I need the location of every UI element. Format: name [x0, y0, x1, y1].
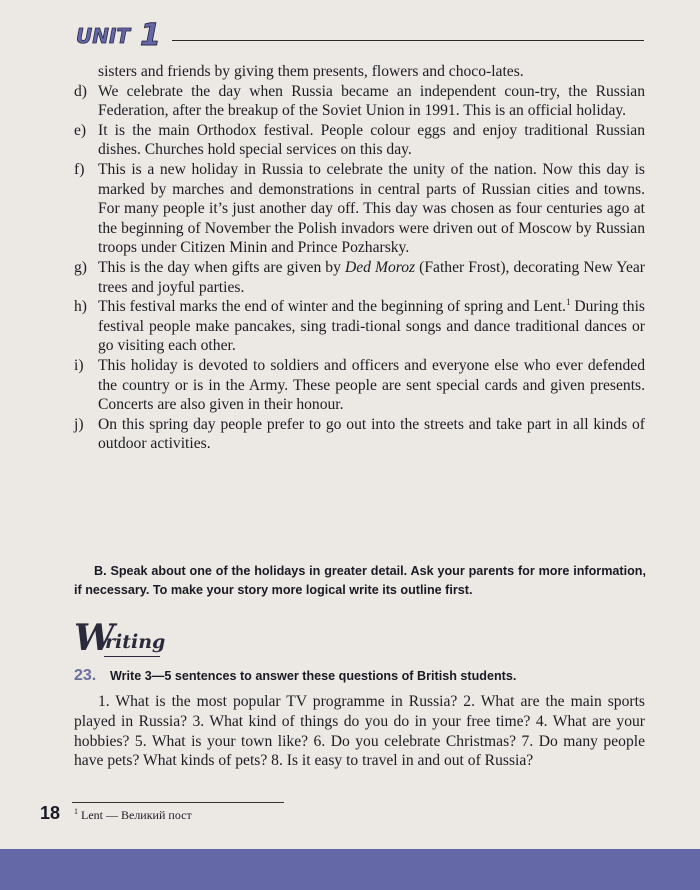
continued-text — [74, 62, 645, 82]
footnote — [74, 808, 192, 823]
writing-underline — [104, 656, 160, 657]
list-item-j — [74, 415, 645, 454]
exercise-questions: 1. What is the most popular TV programme in Russia? 2. What are the main sports played in Russia? 3. What kind of things do you do in your free time? 4. What are your hobbies? 5. What is your town like? 6. Do you celebrate Christmas? 7. Do many people have pets? What kinds of pets? 8. Is it easy to travel in and out of Russia? — [74, 693, 645, 770]
writing-heading — [74, 618, 174, 662]
item-label: d) — [74, 82, 87, 100]
item-label: i) — [74, 356, 84, 374]
item-text: This holiday is devoted to soldiers and officers and everyone else who ever defended the country or is in the Army. These people are sent special cards and given presents. Concerts are also given in their honour. — [98, 356, 645, 414]
bottom-color-band — [0, 849, 700, 890]
exercise-number: 23. — [74, 667, 97, 684]
item-label: g) — [74, 258, 87, 276]
list-item-i — [74, 356, 645, 415]
item-label: e) — [74, 121, 87, 139]
item-text — [98, 297, 645, 356]
footnote-rule — [72, 802, 284, 803]
unit-number: 1 — [140, 18, 161, 50]
item-label: h) — [74, 298, 87, 316]
exercise-instruction: Write 3—5 sentences to answer these questions of British students. — [110, 669, 517, 683]
item-text: We celebrate the day when Russia became an independent coun-try, the Russian Federation, after the breakup of the Soviet Union in 1991. This is an official holiday. — [98, 82, 645, 120]
item-text: This is a new holiday in Russia to celebrate the unity of the nation. Now this day is marked by marches and demonstrations in central parts of Russian cities and towns. For many people it’s just another day off. This day was chosen as four centuries ago at the beginning of November the Polish invadors were driven out of Moscow by Russian troops under Citizen Minin and Prince Pozharsky. — [98, 160, 645, 257]
item-label: j) — [74, 415, 84, 433]
list-item-h — [74, 297, 645, 356]
item-text-before: This is the day when gifts are given by — [98, 258, 345, 276]
list-item-g — [74, 258, 645, 297]
list-item-e — [74, 121, 645, 160]
unit-logo — [74, 16, 166, 50]
footnote-text: Lent — Великий пост — [81, 808, 192, 822]
ded-moroz-term: Ded Moroz — [344, 258, 416, 276]
unit-label: UNIT — [76, 24, 131, 48]
footnote-ref: 1 — [565, 296, 571, 307]
writing-initial: W — [74, 617, 115, 659]
page-number: 18 — [40, 803, 61, 823]
instruction-b: B. Speak about one of the holidays in greater detail. Ask your parents for more information, if necessary. To make your story more logical write its outline first. — [74, 564, 646, 597]
header-rule — [172, 40, 644, 41]
item-text: On this spring day people prefer to go out into the streets and take part in all kinds of outdoor activities. — [98, 415, 645, 453]
item-text-after: (Father Frost), decorating New Year trees and joyful parties. — [98, 258, 645, 296]
list-item-f — [74, 160, 645, 258]
item-text-before: This festival marks the end of winter and the beginning of spring and Lent. — [98, 298, 566, 316]
item-text-after: During this festival people make pancakes, sing tradi-tional songs and dance traditional dances or go visiting each other. — [98, 298, 645, 355]
writing-rest: riting — [105, 631, 166, 653]
list-item-d — [74, 82, 645, 121]
footnote-mark: 1 — [74, 807, 78, 816]
item-label: f) — [74, 160, 85, 178]
item-text — [98, 258, 645, 297]
item-c-continuation: sisters and friends by giving them presents, flowers and choco-lates. — [98, 63, 524, 80]
holiday-descriptions — [74, 62, 645, 454]
item-text: It is the main Orthodox festival. People colour eggs and enjoy traditional Russian dishes. Churches hold special services on this day. — [98, 121, 645, 159]
